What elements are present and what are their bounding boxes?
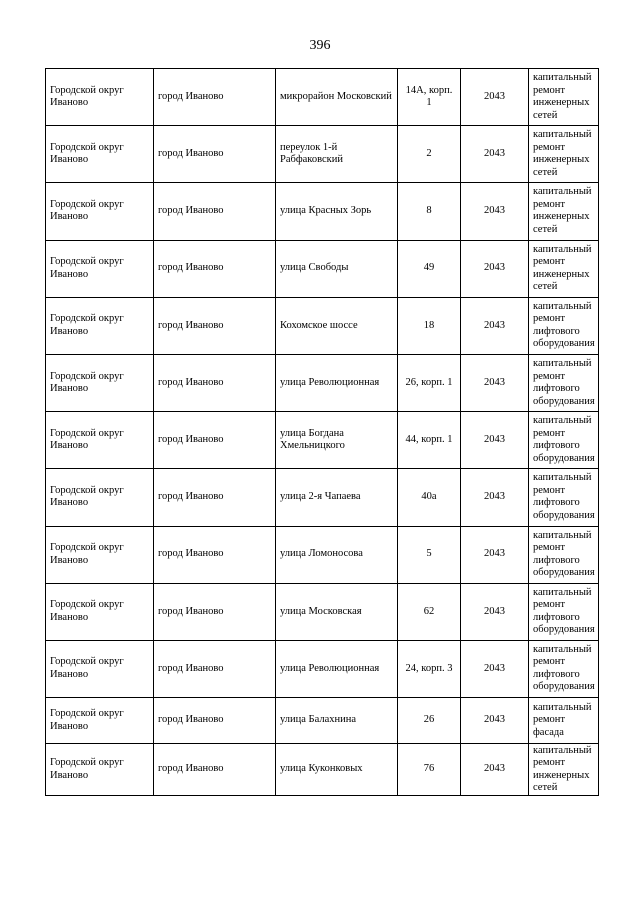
municipality-cell: Городской округ Иваново: [46, 698, 154, 744]
work-type-cell: капитальный ремонт инженерных сетей: [529, 240, 599, 297]
settlement-cell: город Иваново: [154, 297, 276, 354]
house-cell: 76: [398, 744, 461, 796]
municipality-cell: Городской округ Иваново: [46, 469, 154, 526]
table-row: [46, 469, 599, 526]
year-cell: 2043: [461, 183, 529, 240]
table-row: [46, 640, 599, 697]
street-cell: улица Красных Зорь: [276, 183, 398, 240]
table-row: [46, 744, 599, 796]
year-cell: 2043: [461, 354, 529, 411]
year-cell: 2043: [461, 469, 529, 526]
work-type-cell: капитальный ремонт лифтового оборудования: [529, 412, 599, 469]
house-cell: 2: [398, 126, 461, 183]
municipality-cell: Городской округ Иваново: [46, 69, 154, 126]
table-row: [46, 698, 599, 744]
work-type-cell: капитальный ремонт инженерных сетей: [529, 126, 599, 183]
house-cell: 40а: [398, 469, 461, 526]
house-cell: 18: [398, 297, 461, 354]
municipality-cell: Городской округ Иваново: [46, 583, 154, 640]
year-cell: 2043: [461, 240, 529, 297]
street-cell: микрорайон Московский: [276, 69, 398, 126]
settlement-cell: город Иваново: [154, 640, 276, 697]
house-cell: 24, корп. 3: [398, 640, 461, 697]
table-row: [46, 126, 599, 183]
house-cell: 26, корп. 1: [398, 354, 461, 411]
municipality-cell: Городской округ Иваново: [46, 354, 154, 411]
table-row: [46, 69, 599, 126]
settlement-cell: город Иваново: [154, 744, 276, 796]
street-cell: улица Балахнина: [276, 698, 398, 744]
year-cell: 2043: [461, 412, 529, 469]
settlement-cell: город Иваново: [154, 69, 276, 126]
house-cell: 44, корп. 1: [398, 412, 461, 469]
table-row: [46, 297, 599, 354]
street-cell: улица Свободы: [276, 240, 398, 297]
street-cell: улица Московская: [276, 583, 398, 640]
page-number: 396: [309, 38, 331, 53]
registry-table: [45, 68, 599, 796]
work-type-cell: капитальный ремонт инженерных сетей: [529, 183, 599, 240]
year-cell: 2043: [461, 526, 529, 583]
work-type-cell: капитальный ремонт лифтового оборудования: [529, 354, 599, 411]
settlement-cell: город Иваново: [154, 354, 276, 411]
street-cell: Кохомское шоссе: [276, 297, 398, 354]
house-cell: 26: [398, 698, 461, 744]
table-row: [46, 412, 599, 469]
settlement-cell: город Иваново: [154, 469, 276, 526]
municipality-cell: Городской округ Иваново: [46, 126, 154, 183]
settlement-cell: город Иваново: [154, 240, 276, 297]
street-cell: улица Богдана Хмельницкого: [276, 412, 398, 469]
table-row: [46, 240, 599, 297]
house-cell: 8: [398, 183, 461, 240]
street-cell: улица Ломоносова: [276, 526, 398, 583]
work-type-cell: капитальный ремонт лифтового оборудования: [529, 583, 599, 640]
year-cell: 2043: [461, 69, 529, 126]
table-row: [46, 583, 599, 640]
year-cell: 2043: [461, 583, 529, 640]
street-cell: улица Революционная: [276, 640, 398, 697]
year-cell: 2043: [461, 297, 529, 354]
municipality-cell: Городской округ Иваново: [46, 526, 154, 583]
work-type-cell: капитальный ремонт лифтового оборудования: [529, 297, 599, 354]
municipality-cell: Городской округ Иваново: [46, 640, 154, 697]
work-type-cell: капитальный ремонт инженерных сетей: [529, 69, 599, 126]
house-cell: 5: [398, 526, 461, 583]
work-type-cell: капитальный ремонт фасада: [529, 698, 599, 744]
settlement-cell: город Иваново: [154, 526, 276, 583]
work-type-cell: капитальный ремонт лифтового оборудования: [529, 526, 599, 583]
settlement-cell: город Иваново: [154, 183, 276, 240]
work-type-cell: капитальный ремонт лифтового оборудования: [529, 640, 599, 697]
table-row: [46, 526, 599, 583]
street-cell: переулок 1-й Рабфаковский: [276, 126, 398, 183]
settlement-cell: город Иваново: [154, 583, 276, 640]
year-cell: 2043: [461, 744, 529, 796]
street-cell: улица Куконковых: [276, 744, 398, 796]
settlement-cell: город Иваново: [154, 698, 276, 744]
municipality-cell: Городской округ Иваново: [46, 744, 154, 796]
municipality-cell: Городской округ Иваново: [46, 183, 154, 240]
street-cell: улица Революционная: [276, 354, 398, 411]
settlement-cell: город Иваново: [154, 126, 276, 183]
street-cell: улица 2-я Чапаева: [276, 469, 398, 526]
year-cell: 2043: [461, 126, 529, 183]
house-cell: 14А, корп. 1: [398, 69, 461, 126]
year-cell: 2043: [461, 640, 529, 697]
municipality-cell: Городской округ Иваново: [46, 240, 154, 297]
work-type-cell: капитальный ремонт инженерных сетей: [529, 744, 599, 796]
year-cell: 2043: [461, 698, 529, 744]
table-row: [46, 183, 599, 240]
house-cell: 62: [398, 583, 461, 640]
work-type-cell: капитальный ремонт лифтового оборудования: [529, 469, 599, 526]
house-cell: 49: [398, 240, 461, 297]
table-row: [46, 354, 599, 411]
municipality-cell: Городской округ Иваново: [46, 412, 154, 469]
settlement-cell: город Иваново: [154, 412, 276, 469]
municipality-cell: Городской округ Иваново: [46, 297, 154, 354]
